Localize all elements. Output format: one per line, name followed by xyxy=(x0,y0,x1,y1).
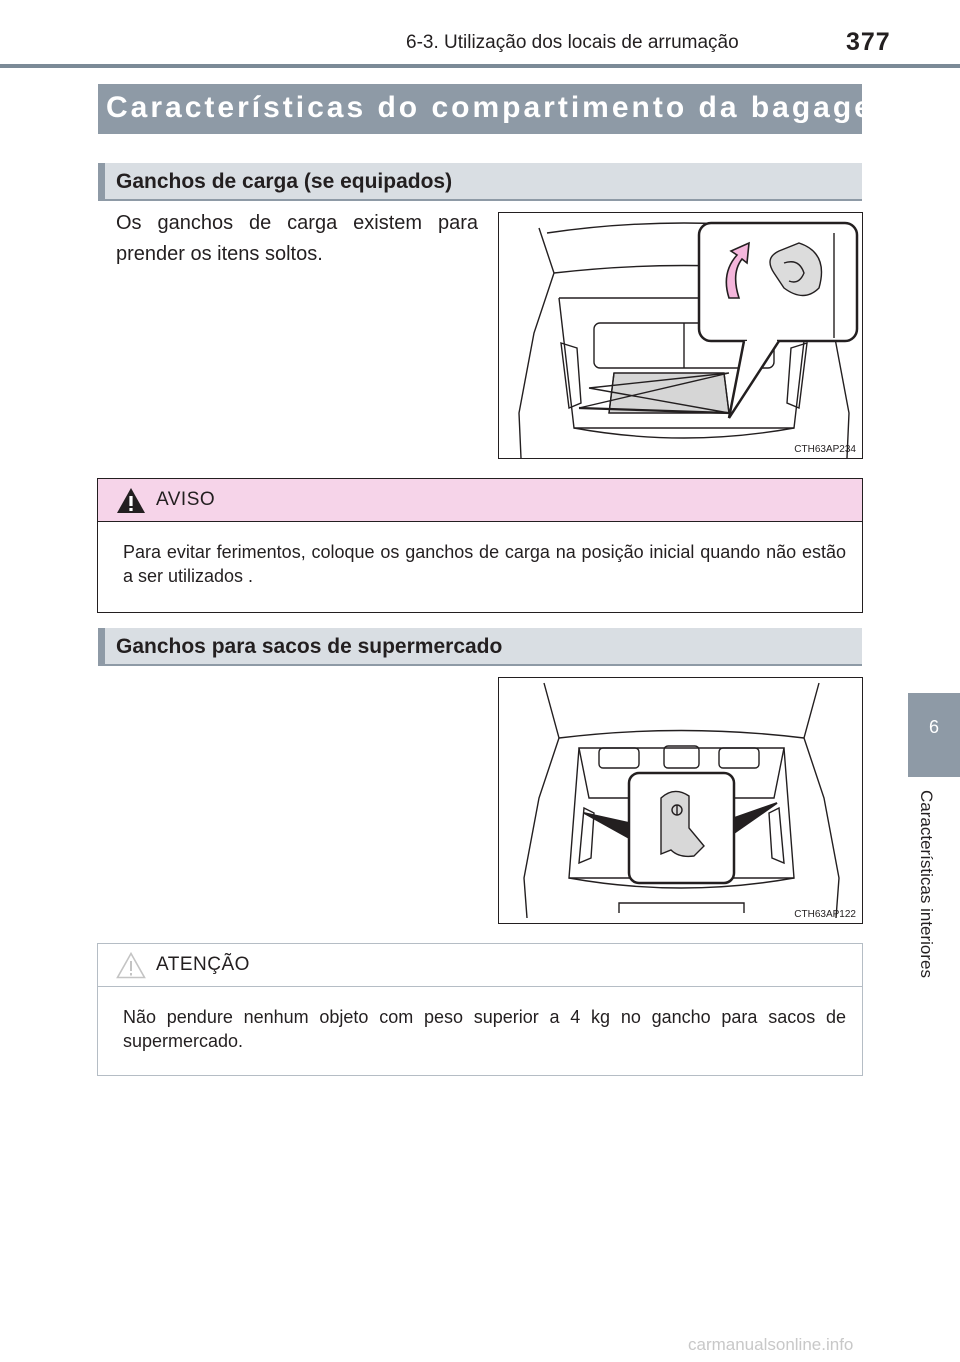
header-rule xyxy=(0,64,960,68)
aviso-warning-box xyxy=(97,478,863,613)
aviso-header xyxy=(98,479,862,522)
figure-code: CTH63AP234 xyxy=(794,444,856,455)
running-head xyxy=(0,0,960,70)
atencao-text: Não pendure nenhum objeto com peso superior a 4 kg no gancho para sacos de supermercado. xyxy=(123,1007,846,1051)
figure-code: CTH63AP122 xyxy=(794,909,856,920)
chapter-label xyxy=(916,790,942,990)
atencao-label: ATENÇÃO xyxy=(156,954,250,975)
chapter-number: 6 xyxy=(928,717,939,737)
atencao-caution-box xyxy=(97,943,863,1076)
page-title: Características do compartimento da bagagem xyxy=(106,91,904,124)
grocery-hooks-drawing xyxy=(499,678,863,924)
subheading-label: Ganchos para sacos de supermercado xyxy=(116,635,503,658)
cargo-hooks-text: Os ganchos de carga existem para prender os itens soltos. xyxy=(116,212,478,265)
chapter-tab xyxy=(908,693,960,777)
section-title: 6-3. Utilização dos locais de arrumação xyxy=(406,32,739,53)
cargo-hooks-illustration xyxy=(498,212,863,459)
subheading-grocery-hooks xyxy=(98,628,862,666)
grocery-hooks-illustration xyxy=(498,677,863,924)
atencao-header xyxy=(98,944,862,987)
warning-triangle-icon xyxy=(116,487,146,514)
watermark: carmanualsonline.info xyxy=(688,1335,854,1354)
cargo-hooks-drawing xyxy=(499,213,863,459)
caution-triangle-icon xyxy=(116,952,146,979)
subheading-cargo-hooks xyxy=(98,163,862,201)
page-number: 377 xyxy=(846,28,891,56)
aviso-label: AVISO xyxy=(156,489,216,510)
page-title-bar xyxy=(98,84,904,134)
subheading-label: Ganchos de carga (se equipados) xyxy=(116,170,453,193)
chapter-label-text: Características interiores xyxy=(917,790,936,979)
aviso-text: Para evitar ferimentos, coloque os ganchos de carga na posição inicial quando não estão a ser utilizados . xyxy=(123,542,846,586)
